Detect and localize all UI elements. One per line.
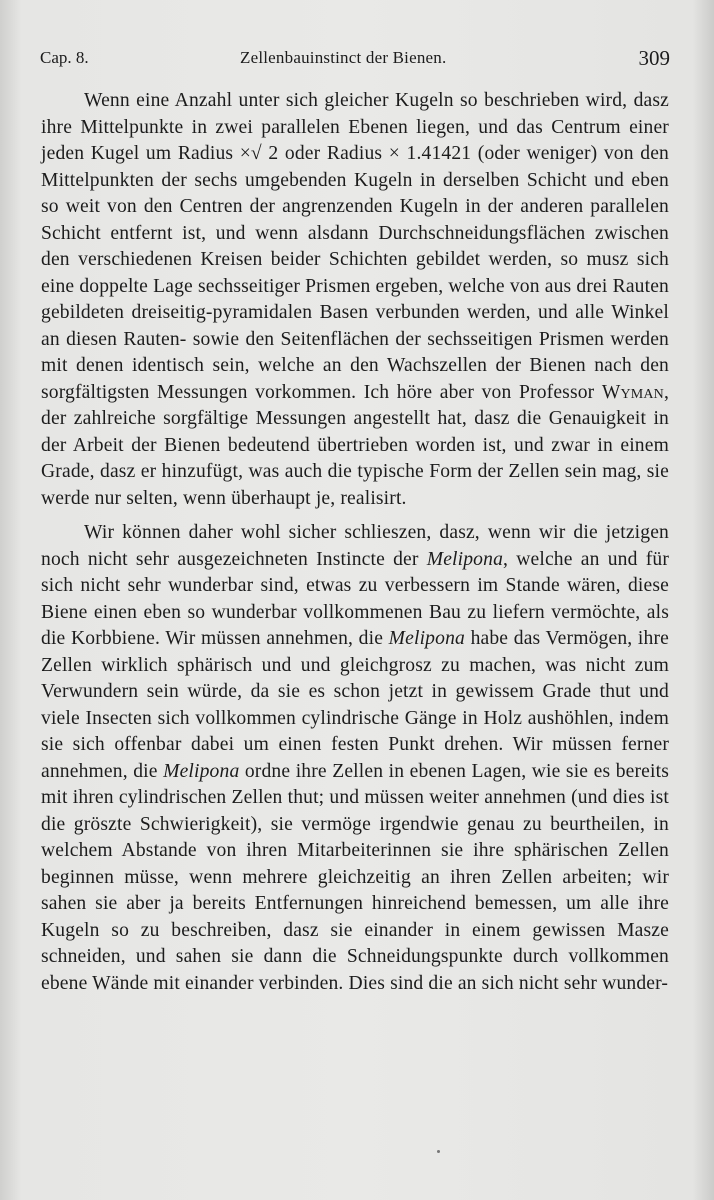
paragraph-1 — [41, 88, 669, 512]
text-run: habe das Vermögen, ihre Zellen wirklich sphärisch und und gleichgrosz zu machen, was nicht zum Verwundern sein würde, da sie es schon jetzt in gewissem Grade thut und viele Insecten sich vollkommen cylindrische Gänge in Holz aushöhlen, indem sie sich offenbar dabei um einen festen Punkt drehen. Wir müssen ferner annehmen, die — [41, 628, 669, 782]
chapter-label: Cap. 8. — [40, 48, 89, 67]
text-run: ordne ihre Zellen in ebenen Lagen, wie sie es bereits mit ihren cylindrischen Zellen thut; und müssen weiter annehmen (und dies ist die gröszte Schwierigkeit), sie vermöge irgendwie genau zu beurtheilen, in welchem Abstande von ihren Mitarbeiterinnen sie ihre sphärischen Zellen beginnen müsse, wenn mehrere gleichzeitig an ihren Zellen arbeiten; wir sahen sie aber ja bereits Entfernungen hinreichend bemessen, um alle ihre Kugeln so zu beschreiben, dasz sie einander in einem gewissen Masze schneiden, und sahen sie dann die Schneidungspunkte durch vollkommen ebene Wände mit einander verbinden. Dies sind die an sich nicht sehr wunder- — [41, 760, 669, 994]
page-number: 309 — [638, 46, 670, 70]
text-run: , der zahlreiche sorgfältige Messungen angestellt hat, dasz die Genauigkeit in der Arbeit der Bienen bedeutend übertrieben worden ist, und zwar in einem Grade, dasz er hinzufügt, was auch die typische Form der Zellen sein mag, sie werde nur selten, wenn überhaupt je, realisirt. — [41, 381, 669, 509]
text-run: Wir können daher wohl sicher schlieszen, dasz, wenn wir die jetzigen noch nicht sehr ausgezeichneten Instincte der — [41, 522, 669, 570]
genus-name-melipona: Melipona — [426, 548, 504, 570]
text-run: , welche an und für sich nicht sehr wunderbar sind, etwas zu verbessern im Stande wären, diese Biene einen eben so wunderbar vollkommenen Bau zu liefern vermöchte, als die Korbbiene. Wir müssen annehmen, die — [41, 548, 670, 649]
genus-name-melipona: Melipona — [163, 760, 240, 782]
genus-name-melipona: Melipona — [388, 628, 465, 649]
text-run: Wenn eine Anzahl unter sich gleicher Kugeln so beschrieben wird, dasz ihre Mittelpunkte in zwei parallelen Ebenen liegen, und das Centrum einer jeden Kugel um Radius ×√ 2 oder Radius × 1.41421 (oder weniger) von den Mittelpunkten der sechs umgebenden Kugeln in derselben Schicht und eben so weit von den Centren der angrenzenden Kugeln in der anderen parallelen Schicht entfernt ist, und wenn alsdann Durchschneidungsflächen zwischen den verschiedenen Kreisen beider Schichten gebildet werden, so musz sich eine doppelte Lage sechsseitiger Prismen ergeben, welche von aus drei Rauten gebildeten dreiseitig-pyramidalen Basen verbunden werden, und alle Winkel an diesen Rauten- sowie den Seitenflächen der sechsseitigen Prismen werden mit denen identisch sein, welche an den Wachszellen der Bienen nach den sorgfältigsten Messungen vorkommen. Ich höre aber von Professor — [41, 90, 669, 403]
running-head — [40, 46, 672, 74]
running-title: Zellenbauinstinct der Bienen. — [240, 48, 447, 67]
author-name-wyman: Wyman — [601, 381, 664, 403]
paragraph-2 — [41, 520, 669, 997]
body-text — [41, 88, 669, 997]
print-speck — [437, 1150, 440, 1153]
